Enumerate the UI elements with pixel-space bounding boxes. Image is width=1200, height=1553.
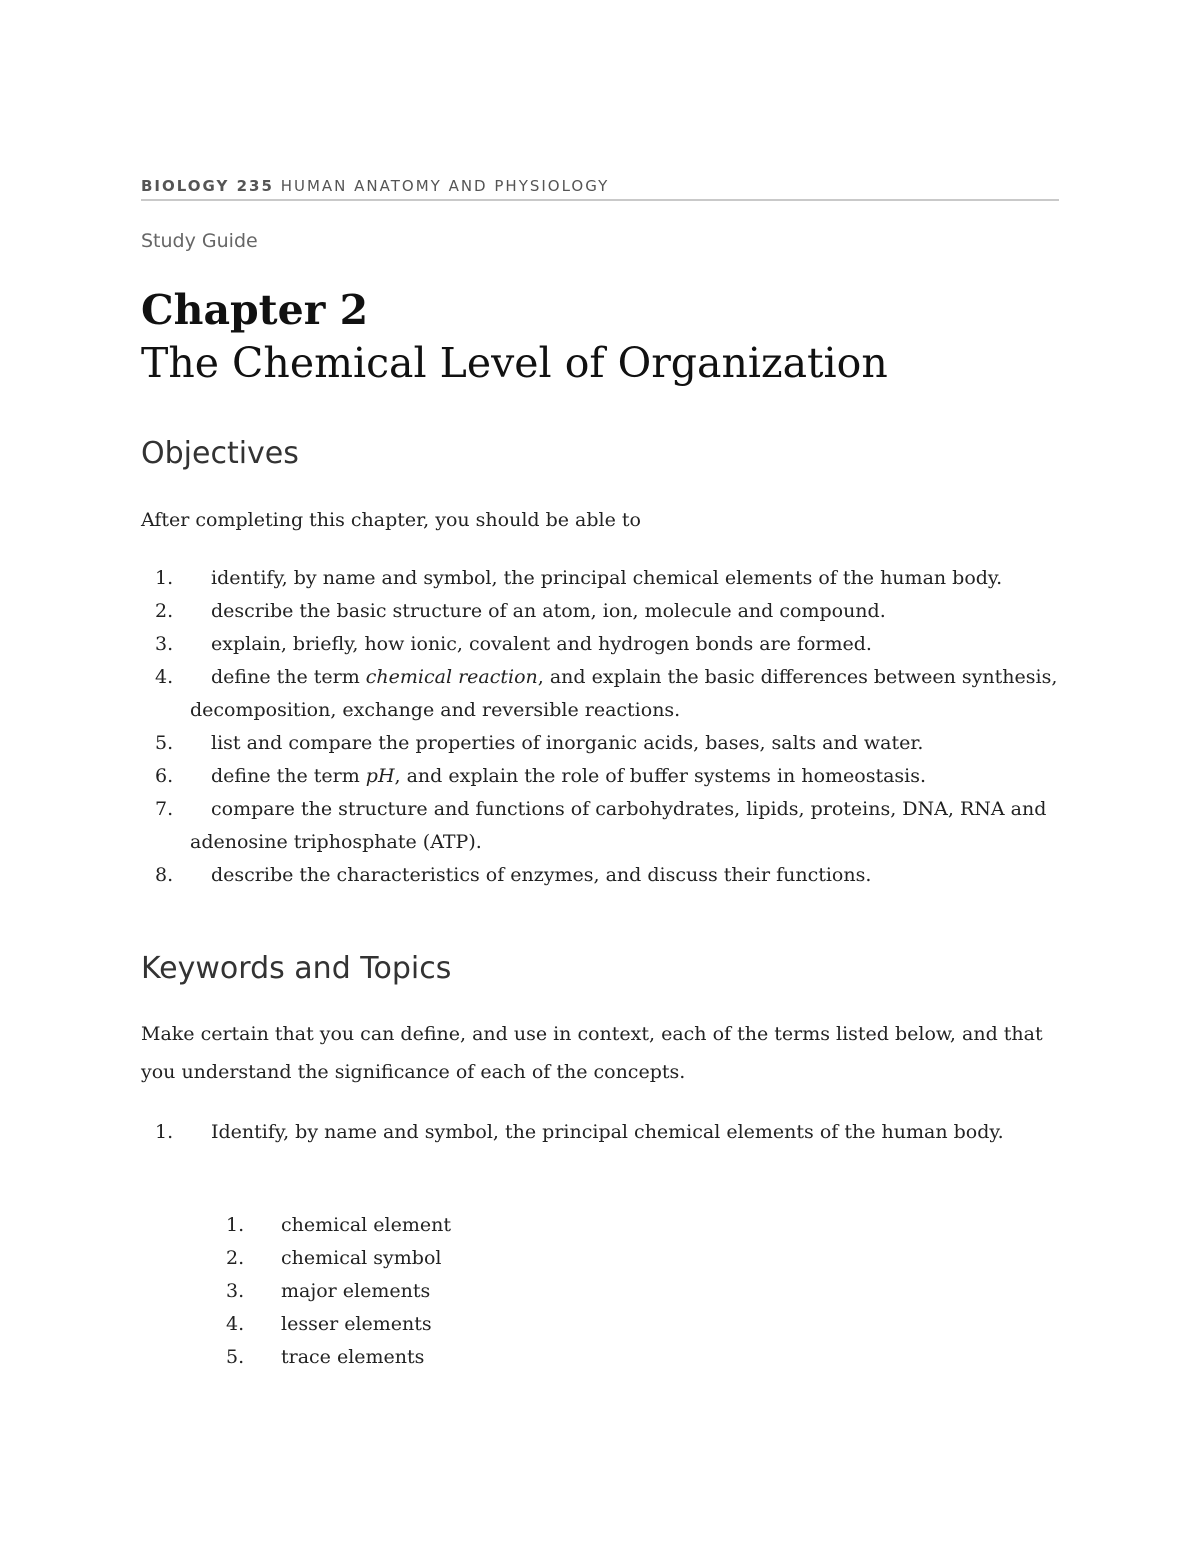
list-text: Identify, by name and symbol, the principal chemical elements of the human body.: [211, 1121, 1004, 1143]
list-item: [141, 760, 1059, 793]
text-segment: , and explain the role of buffer systems in homeostasis.: [394, 765, 927, 787]
header-divider: [141, 199, 1059, 201]
chapter-title: The Chemical Level of Organization: [141, 339, 888, 387]
list-item: [141, 859, 1059, 892]
text-segment: , and explain the basic differences between synthesis, decomposition, exchange and reversible reactions.: [190, 666, 1058, 721]
term-text: trace elements: [281, 1346, 425, 1368]
list-item: [141, 1116, 1059, 1149]
list-number: 1.: [155, 1121, 174, 1143]
list-number: 5.: [226, 1346, 245, 1368]
keywords-intro: Make certain that you can define, and use in context, each of the terms listed below, and that you understand the significance of each of the concepts.: [141, 1023, 1043, 1083]
list-text: list and compare the properties of inorganic acids, bases, salts and water.: [211, 732, 924, 754]
list-item: [141, 793, 1059, 859]
list-number: 3.: [226, 1280, 245, 1302]
list-item: [141, 562, 1059, 595]
list-number: 7.: [155, 798, 174, 820]
list-text: explain, briefly, how ionic, covalent and hydrogen bonds are formed.: [211, 633, 872, 655]
list-item: [141, 628, 1059, 661]
list-number: 2.: [155, 600, 174, 622]
objectives-heading: Objectives: [141, 436, 299, 471]
list-text: identify, by name and symbol, the principal chemical elements of the human body.: [211, 567, 1003, 589]
list-number: 5.: [155, 732, 174, 754]
text-segment: define the term: [211, 666, 366, 688]
list-text: describe the basic structure of an atom, ion, molecule and compound.: [211, 600, 886, 622]
course-header: [141, 177, 1059, 195]
list-number: 2.: [226, 1247, 245, 1269]
list-item: [141, 661, 1059, 727]
objectives-list: [141, 562, 1059, 892]
list-item: [141, 1341, 1059, 1374]
keywords-heading: Keywords and Topics: [141, 951, 452, 986]
list-item: [141, 727, 1059, 760]
list-text: compare the structure and functions of carbohydrates, lipids, proteins, DNA, RNA and adenosine triphosphate (ATP).: [190, 798, 1047, 853]
course-code: BIOLOGY 235: [141, 177, 274, 195]
list-number: 4.: [155, 666, 174, 688]
term-text: chemical element: [281, 1214, 451, 1236]
list-number: 3.: [155, 633, 174, 655]
list-item: [141, 1242, 1059, 1275]
list-text: [190, 661, 1059, 727]
list-text: [190, 760, 1059, 793]
term-text: lesser elements: [281, 1313, 432, 1335]
terms-list: [141, 1209, 1059, 1374]
topics-list: [141, 1116, 1059, 1149]
emphasized-term: pH: [365, 765, 395, 787]
list-number: 8.: [155, 864, 174, 886]
term-text: chemical symbol: [281, 1247, 442, 1269]
objectives-intro: After completing this chapter, you should be able to: [141, 509, 641, 531]
list-number: 4.: [226, 1313, 245, 1335]
document-type: Study Guide: [141, 230, 258, 252]
list-item: [141, 1209, 1059, 1242]
term-text: major elements: [281, 1280, 431, 1302]
list-number: 1.: [226, 1214, 245, 1236]
list-number: 1.: [155, 567, 174, 589]
list-item: [141, 595, 1059, 628]
list-item: [141, 1308, 1059, 1341]
course-name: HUMAN ANATOMY AND PHYSIOLOGY: [280, 177, 610, 195]
list-text: describe the characteristics of enzymes, and discuss their functions.: [211, 864, 872, 886]
list-number: 6.: [155, 765, 174, 787]
text-segment: define the term: [211, 765, 366, 787]
document-page: [141, 0, 1059, 1553]
list-item: [141, 1275, 1059, 1308]
chapter-number: Chapter 2: [141, 286, 369, 334]
emphasized-term: chemical reaction: [365, 666, 538, 688]
